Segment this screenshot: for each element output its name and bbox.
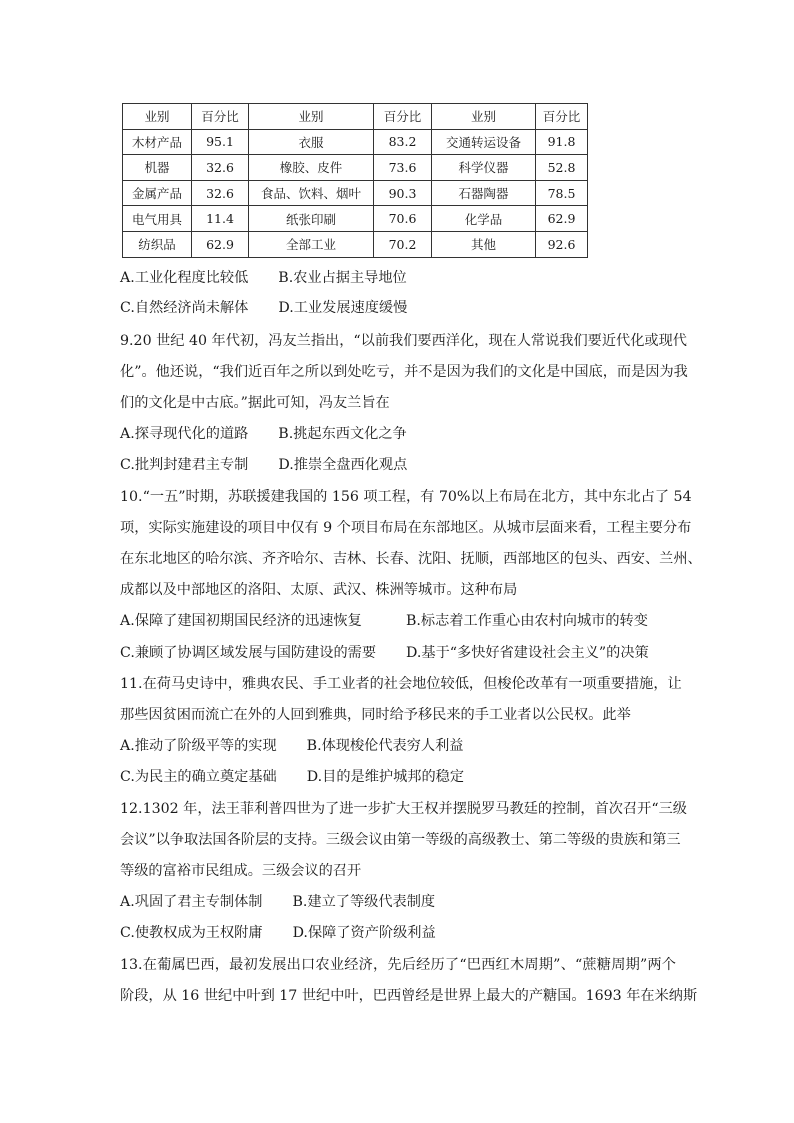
table-header: 百分比 (374, 104, 432, 130)
q12-options-row-1 (120, 892, 435, 912)
q12-stem-line: 会议”以争取法国各阶层的支持。三级会议由第一等级的高级教士、第二等级的贵族和第三 (120, 832, 681, 848)
q9-option-c[interactable]: C.批判封建君主专制 (120, 457, 249, 473)
table-header: 业别 (249, 104, 374, 130)
q10-options-row-2 (120, 643, 649, 663)
q9-option-d[interactable]: D.推崇全盘西化观点 (278, 457, 408, 473)
q9-option-a[interactable]: A.探寻现代化的道路 (120, 426, 249, 442)
table-cell: 73.6 (374, 155, 432, 181)
q11-option-b[interactable]: B.体现梭伦代表穷人利益 (306, 738, 464, 754)
table-header: 百分比 (192, 104, 249, 130)
table-cell: 金属产品 (123, 180, 192, 206)
table-cell: 纸张印刷 (249, 206, 374, 232)
q10-option-d[interactable]: D.基于“多快好省建设社会主义”的决策 (406, 645, 649, 661)
q11-option-c[interactable]: C.为民主的确立奠定基础 (120, 769, 277, 785)
q12-option-c[interactable]: C.使教权成为王权附庸 (120, 925, 263, 941)
q10-stem-line: 成都以及中部地区的洛阳、太原、武汉、株洲等城市。这种布局 (120, 582, 518, 598)
q9-options-row-2 (120, 455, 407, 475)
table-cell: 橡胶、皮件 (249, 155, 374, 181)
table-cell: 食品、饮料、烟叶 (249, 180, 374, 206)
q13-stem-line: 阶段，从 16 世纪中叶到 17 世纪中叶，巴西曾经是世界上最大的产糖国。1693 年在米纳斯 (120, 988, 698, 1004)
q8-option-d[interactable]: D.工业发展速度缓慢 (278, 300, 408, 316)
table-cell: 32.6 (192, 180, 249, 206)
q10-stem-line: 项，实际实施建设的项目中仅有 9 个项目布局在东部地区。从城市层面来看，工程主要分布 (120, 520, 692, 536)
table-cell: 62.9 (192, 231, 249, 257)
q9-stem-line: 们的文化是中古底。”据此可知，冯友兰旨在 (120, 395, 390, 411)
table-cell: 机器 (123, 155, 192, 181)
q12-options-row-2 (120, 923, 436, 943)
table-cell: 衣服 (249, 129, 374, 155)
table-cell: 石器陶器 (432, 180, 536, 206)
q10-option-a[interactable]: A.保障了建国初期国民经济的迅速恢复 (120, 613, 362, 629)
q9-options-row-1 (120, 424, 407, 444)
table-cell: 全部工业 (249, 231, 374, 257)
table-row (123, 231, 588, 257)
table-cell: 52.8 (536, 155, 588, 181)
table-cell: 交通转运设备 (432, 129, 536, 155)
table-cell: 70.2 (374, 231, 432, 257)
table-cell: 92.6 (536, 231, 588, 257)
q8-option-c[interactable]: C.自然经济尚未解体 (120, 300, 249, 316)
q9-stem-line: 化”。他还说，“我们近百年之所以到处吃亏，并不是因为我们的文化是中国底，而是因为我 (120, 364, 688, 380)
table-row (123, 155, 588, 181)
q13-stem-line: 13.在葡属巴西，最初发展出口农业经济，先后经历了“巴西红木周期”、“蔗糖周期”两个 (120, 957, 676, 973)
q10-stem-line: 10.“一五”时期，苏联援建我国的 156 项工程，有 70%以上布局在北方，其中东北占了 54 (120, 489, 692, 505)
q12-stem-line: 12.1302 年，法王菲利普四世为了进一步扩大王权并摆脱罗马教廷的控制，首次召开“三级 (120, 801, 687, 817)
table-header: 百分比 (536, 104, 588, 130)
q10-stem-line: 在东北地区的哈尔滨、齐齐哈尔、吉林、长春、沈阳、抚顺，西部地区的包头、西安、兰州、 (120, 551, 702, 567)
q10-option-c[interactable]: C.兼顾了协调区域发展与国防建设的需要 (120, 645, 377, 661)
table-cell: 科学仪器 (432, 155, 536, 181)
table-header: 业别 (123, 104, 192, 130)
table-cell: 83.2 (374, 129, 432, 155)
table-cell: 95.1 (192, 129, 249, 155)
q9-stem-line: 9.20 世纪 40 年代初，冯友兰指出，“以前我们要西洋化，现在人常说我们要近代化或现代 (120, 333, 687, 349)
q11-stem-line: 那些因贫困而流亡在外的人回到雅典，同时给予移民来的手工业者以公民权。此举 (120, 707, 631, 723)
table-cell: 62.9 (536, 206, 588, 232)
q11-option-d[interactable]: D.目的是维护城邦的稳定 (306, 769, 465, 785)
table-cell: 化学品 (432, 206, 536, 232)
q8-options-row-1 (120, 268, 407, 288)
q8-option-b[interactable]: B.农业占据主导地位 (278, 270, 407, 286)
q12-option-b[interactable]: B.建立了等级代表制度 (292, 894, 436, 910)
q12-stem-line: 等级的富裕市民组成。三级会议的召开 (120, 863, 362, 879)
q10-option-b[interactable]: B.标志着工作重心由农村向城市的转变 (406, 613, 648, 629)
table-header-row (123, 104, 588, 130)
table-cell: 32.6 (192, 155, 249, 181)
table-row (123, 180, 588, 206)
table-cell: 纺织品 (123, 231, 192, 257)
q11-options-row-2 (120, 767, 464, 787)
q11-option-a[interactable]: A.推动了阶级平等的实现 (120, 738, 277, 754)
table-cell: 11.4 (192, 206, 249, 232)
q12-option-d[interactable]: D.保障了资产阶级利益 (292, 925, 436, 941)
industry-percentage-table (122, 103, 588, 258)
table-cell: 91.8 (536, 129, 588, 155)
table-row (123, 129, 588, 155)
table-row (123, 206, 588, 232)
q11-stem-line: 11.在荷马史诗中，雅典农民、手工业者的社会地位较低，但梭伦改革有一项重要措施，让 (120, 676, 682, 692)
q12-option-a[interactable]: A.巩固了君主专制体制 (120, 894, 263, 910)
table-cell: 70.6 (374, 206, 432, 232)
q9-option-b[interactable]: B.挑起东西文化之争 (278, 426, 407, 442)
table-cell: 电气用具 (123, 206, 192, 232)
q11-options-row-1 (120, 736, 463, 756)
table-header: 业别 (432, 104, 536, 130)
table-cell: 其他 (432, 231, 536, 257)
table-cell: 木材产品 (123, 129, 192, 155)
table-cell: 78.5 (536, 180, 588, 206)
table-cell: 90.3 (374, 180, 432, 206)
q8-option-a[interactable]: A.工业化程度比较低 (120, 270, 249, 286)
q8-options-row-2 (120, 298, 407, 318)
q10-options-row-1 (120, 611, 648, 631)
